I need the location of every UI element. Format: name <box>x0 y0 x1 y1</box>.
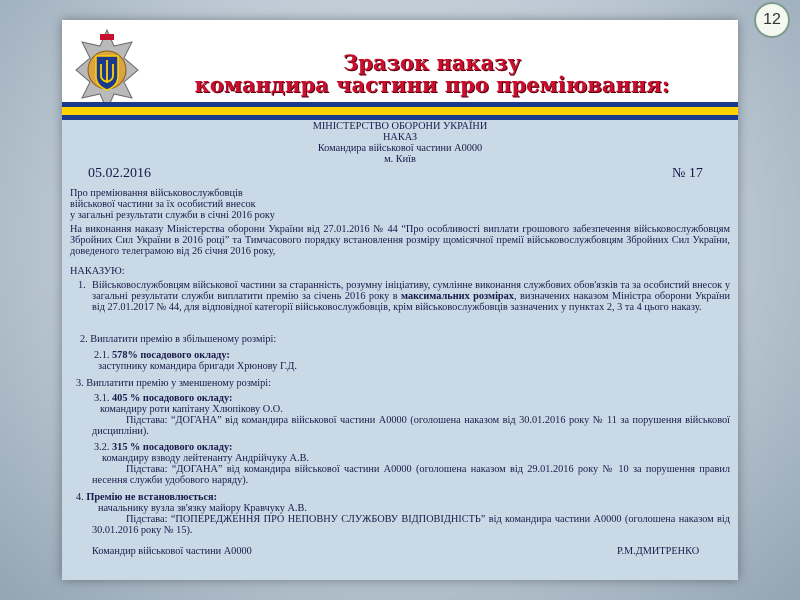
item1-text <box>92 280 730 314</box>
item2-person: заступнику командира бригади Хрюнову Г.Д. <box>98 361 297 372</box>
item2-sub <box>94 350 230 361</box>
item3-2-basis: Підстава: “ДОГАНА” від командира військової частини А0000 (оголошена наказом від 29.01.2016 року № 10 за порушення правил несення служби удобового наряду). <box>92 464 730 487</box>
item3-1 <box>94 393 232 404</box>
item3-2-number: 3.2. <box>94 442 110 453</box>
doc-number: № 17 <box>672 166 703 181</box>
item4 <box>76 492 217 503</box>
item4-number: 4. <box>76 492 84 503</box>
signature-position: Командир військової частини А0000 <box>92 546 252 557</box>
slide <box>62 20 738 580</box>
item1-number: 1. <box>78 280 86 291</box>
item1-text-b: , визначених наказом Міністра оборони України від 27.01.2017 № 44, для відповідної категорії військовослужбовців, крім військовослужбовців зазначених у пунктах 2, 3 та 4 цього наказу. <box>92 291 730 314</box>
item3-1-basis: Підстава: “ДОГАНА” від командира військової частини А0000 (оголошена наказом від 30.01.2016 року № 11 за порушення військової дисципліни). <box>92 415 730 438</box>
signature-name: Р.М.ДМИТРЕНКО <box>617 546 700 557</box>
doc-ministry: МІНІСТЕРСТВО ОБОРОНИ УКРАЇНИ <box>312 121 488 132</box>
doc-type: НАКАЗ <box>382 132 418 143</box>
doc-city: м. Київ <box>384 154 416 165</box>
item3-2-person: командиру взводу лейтенанту Андрійчуку А.В. <box>102 453 310 464</box>
doc-order-word: НАКАЗУЮ: <box>70 266 125 277</box>
doc-subject-line1: Про преміювання військовослужбовців <box>70 188 243 199</box>
item3-1-person: командиру роти капітану Хлюпікову О.О. <box>100 404 283 415</box>
doc-subject-line2: військової частини за їх особистий внесок <box>70 199 256 211</box>
item4-bold: Премію не встановлюється: <box>86 492 218 503</box>
item3-heading: 3. Виплатити премію у зменшеному розмірі: <box>76 378 272 389</box>
item2-heading: 2. Виплатити премію в збільшеному розмірі: <box>80 334 277 345</box>
item4-basis: Підстава: “ПОПЕРЕДЖЕННЯ ПРО НЕПОВНУ СЛУЖБОВУ ВІДПОВІДНІСТЬ” від командира частини А0000 (оголошена наказом від 30.01.2016 року № 15). <box>92 514 730 537</box>
slide-title-line1: Зразок наказу <box>343 50 521 75</box>
doc-date: 05.02.2016 <box>88 166 151 181</box>
item3-2 <box>94 442 232 453</box>
doc-subject <box>70 188 470 222</box>
item4-person: начальнику вузла зв'язку майору Кравчуку А.В. <box>98 503 307 514</box>
doc-preamble: На виконання наказу Міністерства оборони України від 27.01.2016 № 44 “Про особливості виплати грошового забезпечення військовослужбовцям Збройних Сил України в 2016 році” та Тимчасового порядку встановлення розміру щомісячної премії військовослужбовцям Збройних Сил України, доведеного телеграмою від 26 січня 2016 року, <box>70 224 730 258</box>
doc-subject-line3: у загальні результати служби в січні 2016 року <box>70 210 275 222</box>
flag-stripe-yellow <box>62 107 738 115</box>
doc-issuer: Командира військової частини А0000 <box>317 143 483 154</box>
item2-sub-number: 2.1. <box>94 350 110 361</box>
item3-1-number: 3.1. <box>94 393 110 404</box>
slide-title <box>152 52 712 96</box>
item1-text-bold: максимальних розмірах <box>401 291 514 303</box>
item3-1-bold: 405 % посадового окладу: <box>112 393 233 404</box>
ministry-emblem-icon <box>74 28 140 112</box>
order-document <box>62 120 738 580</box>
item2-sub-bold: 578% посадового окладу: <box>112 350 230 361</box>
slide-number: 12 <box>754 2 790 38</box>
slide-title-line2: командира частини про преміювання: <box>194 72 670 97</box>
item1-text-a: Військовослужбовцям військової частини за старанність, розумну ініціативу, сумлінне виконання службових обов'язків та за особистий внесок у загальні результати служби виплатити премію за січень 2016 року в <box>92 280 730 303</box>
item3-2-bold: 315 % посадового окладу: <box>112 442 233 453</box>
